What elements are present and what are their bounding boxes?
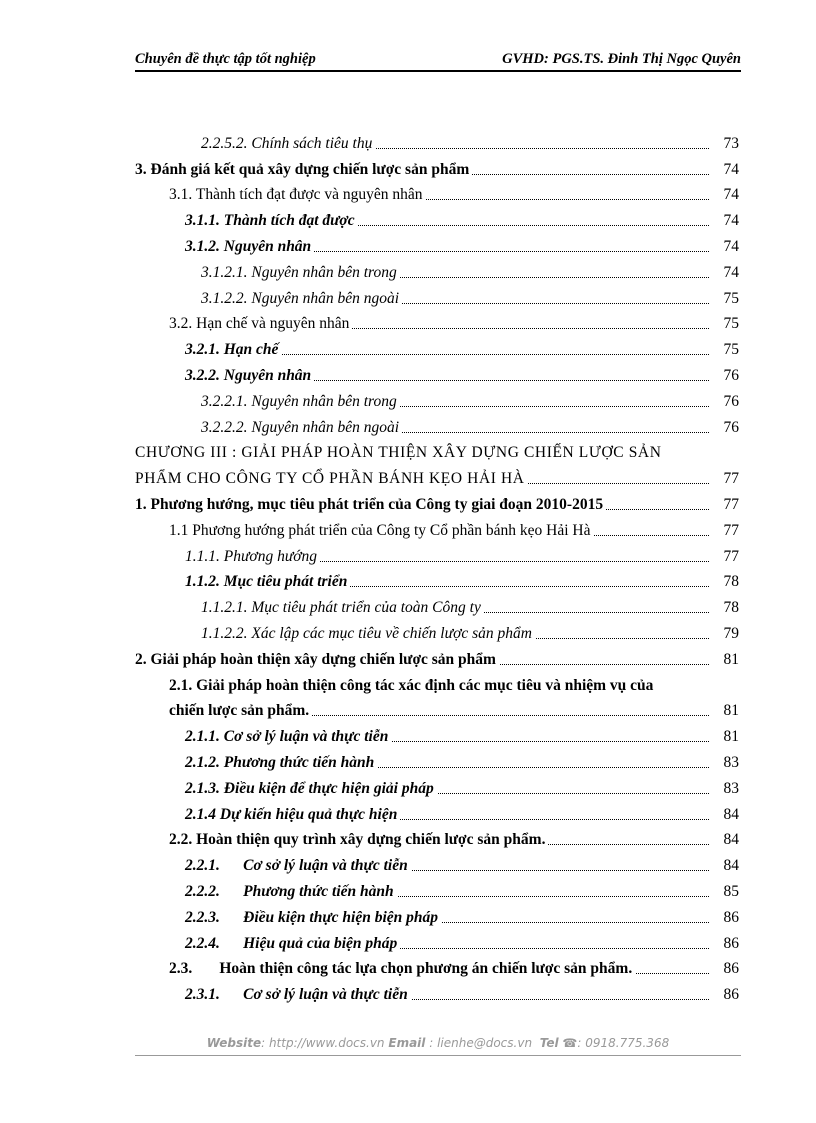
toc-entry-text: 2.1.2. Phương thức tiến hành [185, 754, 377, 772]
toc-entry-page: 86 [723, 934, 739, 952]
toc-entry[interactable] [135, 853, 741, 879]
toc-entry[interactable] [135, 363, 741, 389]
toc-entry[interactable] [135, 183, 741, 209]
page-header [135, 50, 741, 72]
toc-entry-text: 2.2.1. Cơ sở lý luận và thực tiễn [185, 857, 411, 875]
toc-entry-page: 74 [723, 263, 739, 281]
toc-entry-text: 3.1.2.2. Nguyên nhân bên ngoài [201, 290, 402, 308]
toc-entry-text: 1.1.2.2. Xác lập các mục tiêu về chiến lược sản phẩm [201, 625, 535, 643]
tel-number: : 0918.775.368 [577, 1036, 670, 1050]
toc-entry[interactable] [135, 957, 741, 983]
toc-entry-text: 3.2.2. Nguyên nhân [185, 367, 314, 385]
toc-entry-text: 1.1.2.1. Mục tiêu phát triển của toàn Công ty [201, 599, 484, 617]
toc-entry-page: 84 [723, 805, 739, 823]
toc-entry[interactable] [135, 724, 741, 750]
toc-entry-page: 77 [723, 521, 739, 539]
toc-entry[interactable] [135, 260, 741, 286]
toc-entry-text: 2.1.3. Điều kiện để thực hiện giải pháp [185, 780, 437, 798]
toc-entry-text: 3.1.2. Nguyên nhân [185, 238, 314, 256]
toc-entry[interactable] [135, 905, 741, 931]
toc-entry-page: 77 [723, 495, 739, 513]
toc-entry-text: 2.3.1. Cơ sở lý luận và thực tiễn [185, 986, 411, 1004]
toc-entry-page: 75 [723, 289, 739, 307]
website-label: Website [206, 1036, 262, 1050]
toc-entry-page: 81 [723, 728, 739, 746]
toc-entry-text: 3.1.1. Thành tích đạt được [185, 212, 358, 230]
toc-entry-page: 86 [723, 908, 739, 926]
toc-entry[interactable] [135, 131, 741, 157]
toc-entry[interactable] [135, 828, 741, 854]
toc-entry-text: 1.1.2. Mục tiêu phát triển [185, 573, 350, 591]
toc-entry-page: 75 [723, 315, 739, 333]
toc-entry-page: 81 [723, 702, 739, 720]
toc-entry-text: 2.2.4. Hiệu quả của biện pháp [185, 935, 400, 953]
toc-entry[interactable] [135, 286, 741, 312]
toc-entry-continued[interactable] [135, 673, 741, 699]
toc-entry-page: 85 [723, 882, 739, 900]
toc-entry-text: 2.3. Hoàn thiện công tác lựa chọn phương án chiến lược sản phẩm. [169, 960, 635, 978]
toc-entry[interactable] [135, 982, 741, 1008]
toc-entry-text: 1.1 Phương hướng phát triển của Công ty Cổ phần bánh kẹo Hải Hà [169, 522, 594, 540]
toc-entry-page: 78 [723, 599, 739, 617]
tel-label: Tel [539, 1036, 559, 1050]
toc-entry[interactable] [135, 544, 741, 570]
toc-entry[interactable] [135, 337, 741, 363]
toc-entry-text: 3.2.1. Hạn chế [185, 341, 281, 359]
toc-entry-page: 84 [723, 857, 739, 875]
website-link[interactable]: : http://www.docs.vn [261, 1036, 385, 1050]
toc-entry[interactable] [135, 157, 741, 183]
toc-entry-page: 75 [723, 341, 739, 359]
toc-entry-text: 2.1.1. Cơ sở lý luận và thực tiễn [185, 728, 391, 746]
toc-entry[interactable] [135, 776, 741, 802]
toc-entry-text: 3.2. Hạn chế và nguyên nhân [169, 315, 352, 333]
toc-entry-page: 84 [723, 831, 739, 849]
toc-entry-page: 83 [723, 779, 739, 797]
toc-entry-page: 78 [723, 573, 739, 591]
toc-entry-page: 77 [723, 470, 739, 488]
toc-chapter-title: CHƯƠNG III : GIẢI PHÁP HOÀN THIỆN XÂY DỰNG CHIẾN LƯỢC SẢN [135, 444, 665, 462]
toc-entry-text: 3. Đánh giá kết quả xây dựng chiến lược sản phẩm [135, 161, 472, 179]
email-label: Email [388, 1036, 426, 1050]
toc-entry-text: 3.2.2.1. Nguyên nhân bên trong [201, 393, 400, 411]
phone-icon: ☎ [562, 1036, 578, 1050]
toc-entry[interactable] [135, 234, 741, 260]
toc-entry[interactable] [135, 595, 741, 621]
toc-entry-page: 77 [723, 547, 739, 565]
toc-entry-text: 2.2. Hoàn thiện quy trình xây dựng chiến lược sản phẩm. [169, 831, 548, 849]
toc-entry-page: 81 [723, 650, 739, 668]
toc-entry-page: 73 [723, 134, 739, 152]
toc-entry-text: 2.1. Giải pháp hoàn thiện công tác xác định các mục tiêu và nhiệm vụ của [169, 677, 656, 695]
toc-chapter-line[interactable] [135, 441, 741, 467]
toc-entry[interactable] [135, 415, 741, 441]
toc-entry-page: 74 [723, 186, 739, 204]
toc-entry-text: 2. Giải pháp hoàn thiện xây dựng chiến lược sản phẩm [135, 651, 499, 669]
toc-entry-page: 79 [723, 624, 739, 642]
toc-entry[interactable] [135, 208, 741, 234]
toc-entry-page: 83 [723, 753, 739, 771]
toc-entry-text: 2.1.4 Dự kiến hiệu quả thực hiện [185, 806, 400, 824]
toc-entry-text: 3.2.2.2. Nguyên nhân bên ngoài [201, 419, 402, 437]
toc-entry-page: 74 [723, 237, 739, 255]
toc-entry-page: 86 [723, 960, 739, 978]
page-footer [135, 1036, 741, 1056]
toc-entry-text: 1.1.1. Phương hướng [185, 548, 320, 566]
table-of-contents [135, 131, 741, 1008]
toc-entry[interactable] [135, 312, 741, 338]
toc-entry[interactable] [135, 879, 741, 905]
toc-entry[interactable] [135, 621, 741, 647]
toc-entry-text: 2.2.3. Điều kiện thực hiện biện pháp [185, 909, 441, 927]
toc-entry-text: 1. Phương hướng, mục tiêu phát triển của Công ty giai đoạn 2010-2015 [135, 496, 606, 514]
toc-entry[interactable] [135, 570, 741, 596]
header-title: Chuyên đề thực tập tốt nghiệp [135, 51, 316, 67]
toc-entry-page: 74 [723, 212, 739, 230]
toc-entry[interactable] [135, 466, 741, 492]
toc-entry[interactable] [135, 750, 741, 776]
header-advisor: GVHD: PGS.TS. Đinh Thị Ngọc Quyên [502, 51, 741, 67]
toc-entry[interactable] [135, 699, 741, 725]
email-link[interactable]: : lienhe@docs.vn [425, 1036, 533, 1050]
toc-entry[interactable] [135, 518, 741, 544]
toc-entry[interactable] [135, 647, 741, 673]
toc-entry[interactable] [135, 931, 741, 957]
toc-entry-page: 76 [723, 418, 739, 436]
toc-entry-page: 74 [723, 160, 739, 178]
toc-entry[interactable] [135, 492, 741, 518]
toc-entry-text: PHẨM CHO CÔNG TY CỔ PHẦN BÁNH KẸO HẢI HÀ [135, 470, 528, 488]
toc-entry-text: 3.1.2.1. Nguyên nhân bên trong [201, 264, 400, 282]
toc-entry-page: 76 [723, 366, 739, 384]
toc-entry[interactable] [135, 389, 741, 415]
toc-entry-text: 2.2.2. Phương thức tiến hành [185, 883, 397, 901]
toc-entry-page: 76 [723, 392, 739, 410]
toc-entry-text: chiến lược sản phẩm. [169, 702, 312, 720]
toc-entry-text: 3.1. Thành tích đạt được và nguyên nhân [169, 186, 426, 204]
toc-entry-text: 2.2.5.2. Chính sách tiêu thụ [201, 135, 375, 153]
toc-entry[interactable] [135, 802, 741, 828]
toc-entry-page: 86 [723, 986, 739, 1004]
